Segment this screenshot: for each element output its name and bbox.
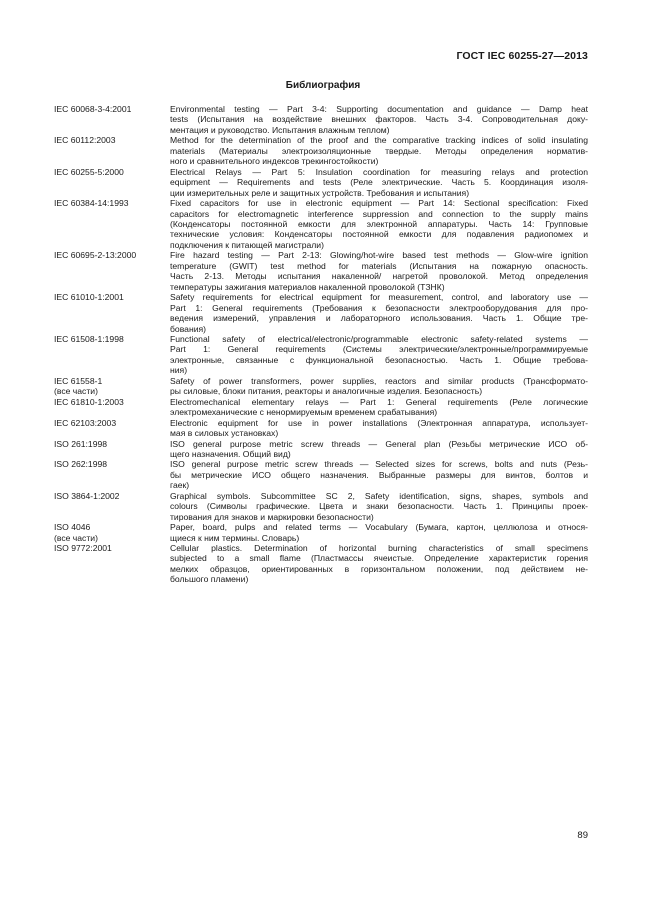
page-number: 89: [577, 830, 588, 841]
standard-code: ГОСТ IEC 60255-27—2013: [456, 50, 588, 62]
entry-description: [170, 376, 588, 397]
entry-description: [170, 198, 588, 250]
entry-reference: [54, 376, 170, 397]
description-line: щего назначения. Общий вид): [170, 448, 291, 459]
reference-line: IEC 60112:2003: [54, 135, 116, 146]
bibliography-entry: [54, 334, 588, 376]
reference-line: ISO 261:1998: [54, 438, 108, 449]
description-line: Cellular plastics. Determination of horizontal burning characteristics of small specimens: [170, 543, 588, 554]
bibliography-entry: [54, 543, 588, 585]
reference-line: IEC 61508-1:1998: [54, 333, 124, 344]
entry-description: [170, 250, 588, 292]
entry-description: [170, 459, 588, 490]
bibliography-list: [54, 104, 588, 585]
bibliography-entry: [54, 418, 588, 439]
description-line: tests (Испытания на воздействие внешних факторов. Часть 3-4. Сопроводительная доку-: [170, 114, 588, 125]
entry-description: [170, 104, 588, 135]
description-line: colours (Символы графические. Цвета и знаки безопасности. Часть 1. Принципы проек-: [170, 501, 588, 512]
reference-line: (все части): [54, 386, 98, 397]
reference-line: IEC 60695-2-13:2000: [54, 250, 137, 261]
reference-line: IEC 61010-1:2001: [54, 292, 124, 303]
description-line: электронные, связанные с функциональной безопасностью. Часть 1. Общие требова-: [170, 354, 588, 365]
description-line: Graphical symbols. Subcommittee SC 2, Safety identification, signs, shapes, symbols and: [170, 490, 588, 501]
entry-reference: [54, 522, 170, 543]
description-line: Electromechanical elementary relays — Part 1: General requirements (Реле логические: [170, 396, 588, 407]
bibliography-entry: [54, 104, 588, 135]
bibliography-entry: [54, 250, 588, 292]
entry-description: [170, 491, 588, 522]
description-line: Electronic equipment for use in power installations (Электронная аппаратура, использует-: [170, 417, 588, 428]
entry-reference: [54, 418, 170, 439]
entry-reference: [54, 292, 170, 334]
description-line: Часть 2-13. Методы испытания накаленной/ нагретой проволокой. Метод определения: [170, 271, 588, 282]
description-line: большого пламени): [170, 574, 249, 585]
bibliography-entry: [54, 198, 588, 250]
entry-reference: [54, 104, 170, 135]
description-line: ISO general purpose metric screw threads — General plan (Резьбы метрические ИСО об-: [170, 438, 588, 449]
description-line: ISO general purpose metric screw threads — Selected sizes for screws, bolts and nuts (Резь-: [170, 459, 588, 470]
entry-reference: [54, 397, 170, 418]
description-line: capacitors for electromagnetic interference suppression and connection to the supply mains: [170, 208, 588, 219]
bibliography-entry: [54, 376, 588, 397]
description-line: бования): [170, 323, 207, 334]
entry-reference: [54, 334, 170, 376]
entry-reference: [54, 250, 170, 292]
description-line: ния): [170, 365, 188, 376]
reference-line: ISO 3864-1:2002: [54, 490, 120, 501]
description-line: equipment — Requirements and tests (Реле электрические. Часть 5. Координация изоля-: [170, 177, 588, 188]
reference-line: IEC 60255-5:2000: [54, 166, 124, 177]
description-line: Safety of power transformers, power supplies, reactors and similar products (Трансформато-: [170, 375, 588, 386]
bibliography-entry: [54, 439, 588, 460]
bibliography-entry: [54, 167, 588, 198]
description-line: Fixed capacitors for use in electronic equipment — Part 14: Sectional specification: Fixed: [170, 198, 588, 209]
entry-description: [170, 439, 588, 460]
entry-description: [170, 397, 588, 418]
description-line: Electrical Relays — Part 5: Insulation coordination for measuring relays and protection: [170, 166, 588, 177]
reference-line: ISO 9772:2001: [54, 543, 112, 554]
entry-reference: [54, 135, 170, 166]
reference-line: IEC 61810-1:2003: [54, 396, 124, 407]
bibliography-entry: [54, 397, 588, 418]
reference-line: (все части): [54, 532, 98, 543]
entry-reference: [54, 439, 170, 460]
entry-reference: [54, 198, 170, 250]
reference-line: ISO 262:1998: [54, 459, 108, 470]
description-line: щиеся к ним термины. Словарь): [170, 532, 300, 543]
bibliography-entry: [54, 522, 588, 543]
description-line: Paper, board, pulps and related terms — Vocabulary (Бумага, картон, целлюлоза и относя-: [170, 522, 588, 533]
entry-description: [170, 334, 588, 376]
entry-description: [170, 418, 588, 439]
entry-description: [170, 135, 588, 166]
description-line: ментация и руководство. Испытания влажным теплом): [170, 124, 390, 135]
description-line: Safety requirements for electrical equipment for measurement, control, and laboratory use —: [170, 292, 588, 303]
description-line: мая в силовых установках): [170, 428, 279, 439]
description-line: ведения измерений, управления и лабораторного использования. Часть 1. Общие тре-: [170, 313, 588, 324]
entry-reference: [54, 167, 170, 198]
description-line: ры силовые, блоки питания, реакторы и аналогичные изделия. Безопасность): [170, 386, 483, 397]
description-line: технические условия: Конденсаторы постоянной емкости для подавления радиопомех и: [170, 229, 588, 240]
description-line: (Конденсаторы постоянной емкости для электронной аппаратуры. Часть 14: Групповые: [170, 218, 588, 229]
description-line: электромеханические с ненормируемым временем срабатывания): [170, 407, 438, 418]
description-line: materials (Материалы электроизоляционные твердые. Методы определения норматив-: [170, 145, 588, 156]
description-line: Part 1: General requirements (Требования к безопасности электрооборудования для про-: [170, 302, 588, 313]
bibliography-entry: [54, 459, 588, 490]
description-line: подключения к питающей магистрали): [170, 239, 324, 250]
entry-reference: [54, 491, 170, 522]
bibliography-entry: [54, 491, 588, 522]
reference-line: ISO 4046: [54, 522, 91, 533]
entry-description: [170, 167, 588, 198]
description-line: мелких образцов, ориентированных в горизонтальном положении, под действием не-: [170, 563, 588, 574]
entry-reference: [54, 543, 170, 585]
description-line: Fire hazard testing — Part 2-13: Glowing/hot-wire based test methods — Glow-wire ignition: [170, 250, 588, 261]
entry-description: [170, 292, 588, 334]
description-line: ного и сравнительного индексов трекингостойкости): [170, 156, 379, 167]
description-line: temperature (GWIT) test method for materials (Испытания на пожарную опасность.: [170, 260, 588, 271]
description-line: Functional safety of electrical/electronic/programmable electronic safety-related systems —: [170, 333, 588, 344]
description-line: Method for the determination of the proof and the comparative tracking indices of solid insulating: [170, 135, 588, 146]
description-line: гаек): [170, 480, 190, 491]
page-title: Библиография: [285, 80, 361, 91]
bibliography-entry: [54, 292, 588, 334]
entry-reference: [54, 459, 170, 490]
description-line: тирования для знаков и маркировки безопасности): [170, 511, 374, 522]
description-line: температуры зажигания материалов накаленной проволокой (ТЗНК): [170, 281, 445, 292]
description-line: ции измерительных реле и защитных устройств. Требования и испытания): [170, 187, 470, 198]
description-line: Environmental testing — Part 3-4: Supporting documentation and guidance — Damp heat: [170, 104, 588, 114]
description-line: бы метрические ИСО общего назначения. Выбранные размеры для винтов, болтов и: [170, 469, 588, 480]
description-line: subjected to a small flame (Пластмассы ячеистые. Определение характеристик горения: [170, 553, 588, 564]
entry-description: [170, 543, 588, 585]
description-line: Part 1: General requirements (Системы электрические/электронные/программируемые: [170, 344, 588, 355]
reference-line: IEC 60384-14:1993: [54, 198, 129, 209]
reference-line: IEC 61558-1: [54, 375, 103, 386]
reference-line: IEC 60068-3-4:2001: [54, 104, 132, 114]
entry-description: [170, 522, 588, 543]
bibliography-entry: [54, 135, 588, 166]
reference-line: IEC 62103:2003: [54, 417, 117, 428]
